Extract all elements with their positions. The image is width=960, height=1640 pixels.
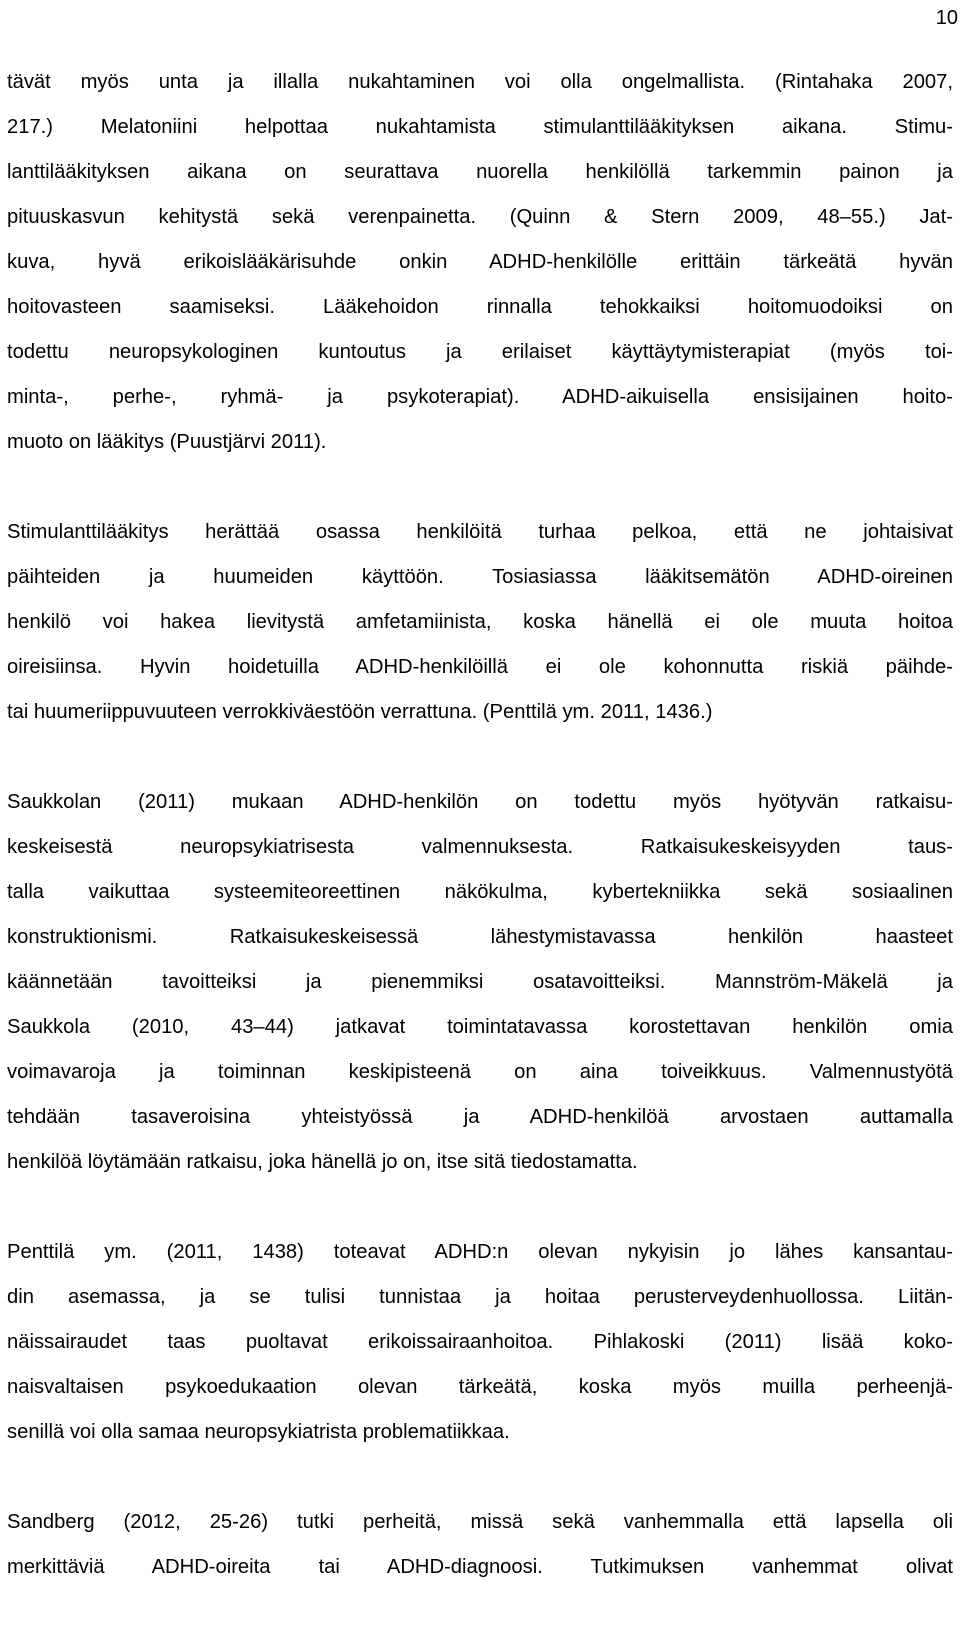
- paragraph-spacer: [7, 465, 953, 510]
- text-line: päihteiden ja huumeiden käyttöön. Tosiasiassa lääkitsemätön ADHD-oireinen: [7, 566, 953, 588]
- text-line: Sandberg (2012, 25-26) tutki perheitä, missä sekä vanhemmalla että lapsella oli: [7, 1511, 953, 1533]
- text-line: din asemassa, ja se tulisi tunnistaa ja hoitaa perusterveydenhuollossa. Liitän-: [7, 1286, 953, 1308]
- text-line: tävät myös unta ja illalla nukahtaminen voi olla ongelmallista. (Rintahaka 2007,: [7, 71, 953, 93]
- paragraph: [7, 1500, 953, 1590]
- text-line: naisvaltaisen psykoedukaation olevan tärkeätä, koska myös muilla perheenjä-: [7, 1376, 953, 1398]
- text-line: kuva, hyvä erikoislääkärisuhde onkin ADHD-henkilölle erittäin tärkeätä hyvän: [7, 251, 953, 273]
- text-line: henkilö voi hakea lievitystä amfetamiinista, koska hänellä ei ole muuta hoitoa: [7, 611, 953, 633]
- text-line: oireisiinsa. Hyvin hoidetuilla ADHD-henkilöillä ei ole kohonnutta riskiä päihde-: [7, 656, 953, 678]
- text-line: tehdään tasaveroisina yhteistyössä ja ADHD-henkilöä arvostaen auttamalla: [7, 1106, 953, 1128]
- page-number: 10: [935, 7, 958, 29]
- text-line: todettu neuropsykologinen kuntoutus ja erilaiset käyttäytymisterapiat (myös toi-: [7, 341, 953, 363]
- text-line: näissairaudet taas puoltavat erikoissairaanhoitoa. Pihlakoski (2011) lisää koko-: [7, 1331, 953, 1353]
- text-line: muoto on lääkitys (Puustjärvi 2011).: [7, 431, 327, 453]
- text-line: Saukkola (2010, 43‒44) jatkavat toimintatavassa korostettavan henkilön omia: [7, 1016, 953, 1038]
- text-line: lanttilääkityksen aikana on seurattava nuorella henkilöllä tarkemmin painon ja: [7, 161, 953, 183]
- text-line: Stimulanttilääkitys herättää osassa henkilöitä turhaa pelkoa, että ne johtaisivat: [7, 521, 953, 543]
- paragraph-spacer: [7, 735, 953, 780]
- paragraph: [7, 60, 953, 465]
- paragraph-spacer: [7, 1185, 953, 1230]
- text-line: henkilöä löytämään ratkaisu, joka hänellä jo on, itse sitä tiedostamatta.: [7, 1151, 638, 1173]
- paragraph-spacer: [7, 1455, 953, 1500]
- text-line: Penttilä ym. (2011, 1438) toteavat ADHD:n olevan nykyisin jo lähes kansantau-: [7, 1241, 953, 1263]
- text-line: tai huumeriippuvuuteen verrokkiväestöön verrattuna. (Penttilä ym. 2011, 1436.): [7, 701, 713, 723]
- text-line: talla vaikuttaa systeemiteoreettinen näkökulma, kybertekniikka sekä sosiaalinen: [7, 881, 953, 903]
- text-line: senillä voi olla samaa neuropsykiatrista problematiikkaa.: [7, 1421, 510, 1443]
- text-line: minta-, perhe-, ryhmä- ja psykoterapiat). ADHD-aikuisella ensisijainen hoito-: [7, 386, 953, 408]
- text-line: Saukkolan (2011) mukaan ADHD-henkilön on todettu myös hyötyvän ratkaisu-: [7, 791, 953, 813]
- text-line: voimavaroja ja toiminnan keskipisteenä on aina toiveikkuus. Valmennustyötä: [7, 1061, 953, 1083]
- paragraph: [7, 510, 953, 735]
- body-text: [7, 60, 953, 1590]
- paragraph: [7, 1230, 953, 1455]
- text-line: pituuskasvun kehitystä sekä verenpainetta. (Quinn & Stern 2009, 48‒55.) Jat-: [7, 206, 953, 228]
- text-line: konstruktionismi. Ratkaisukeskeisessä lähestymistavassa henkilön haasteet: [7, 926, 953, 948]
- text-line: käännetään tavoitteiksi ja pienemmiksi osatavoitteiksi. Mannström-Mäkelä ja: [7, 971, 953, 993]
- text-line: merkittäviä ADHD-oireita tai ADHD-diagnoosi. Tutkimuksen vanhemmat olivat: [7, 1556, 953, 1578]
- text-line: 217.) Melatoniini helpottaa nukahtamista stimulanttilääkityksen aikana. Stimu-: [7, 116, 953, 138]
- paragraph: [7, 780, 953, 1185]
- text-line: keskeisestä neuropsykiatrisesta valmennuksesta. Ratkaisukeskeisyyden taus-: [7, 836, 953, 858]
- text-line: hoitovasteen saamiseksi. Lääkehoidon rinnalla tehokkaiksi hoitomuodoiksi on: [7, 296, 953, 318]
